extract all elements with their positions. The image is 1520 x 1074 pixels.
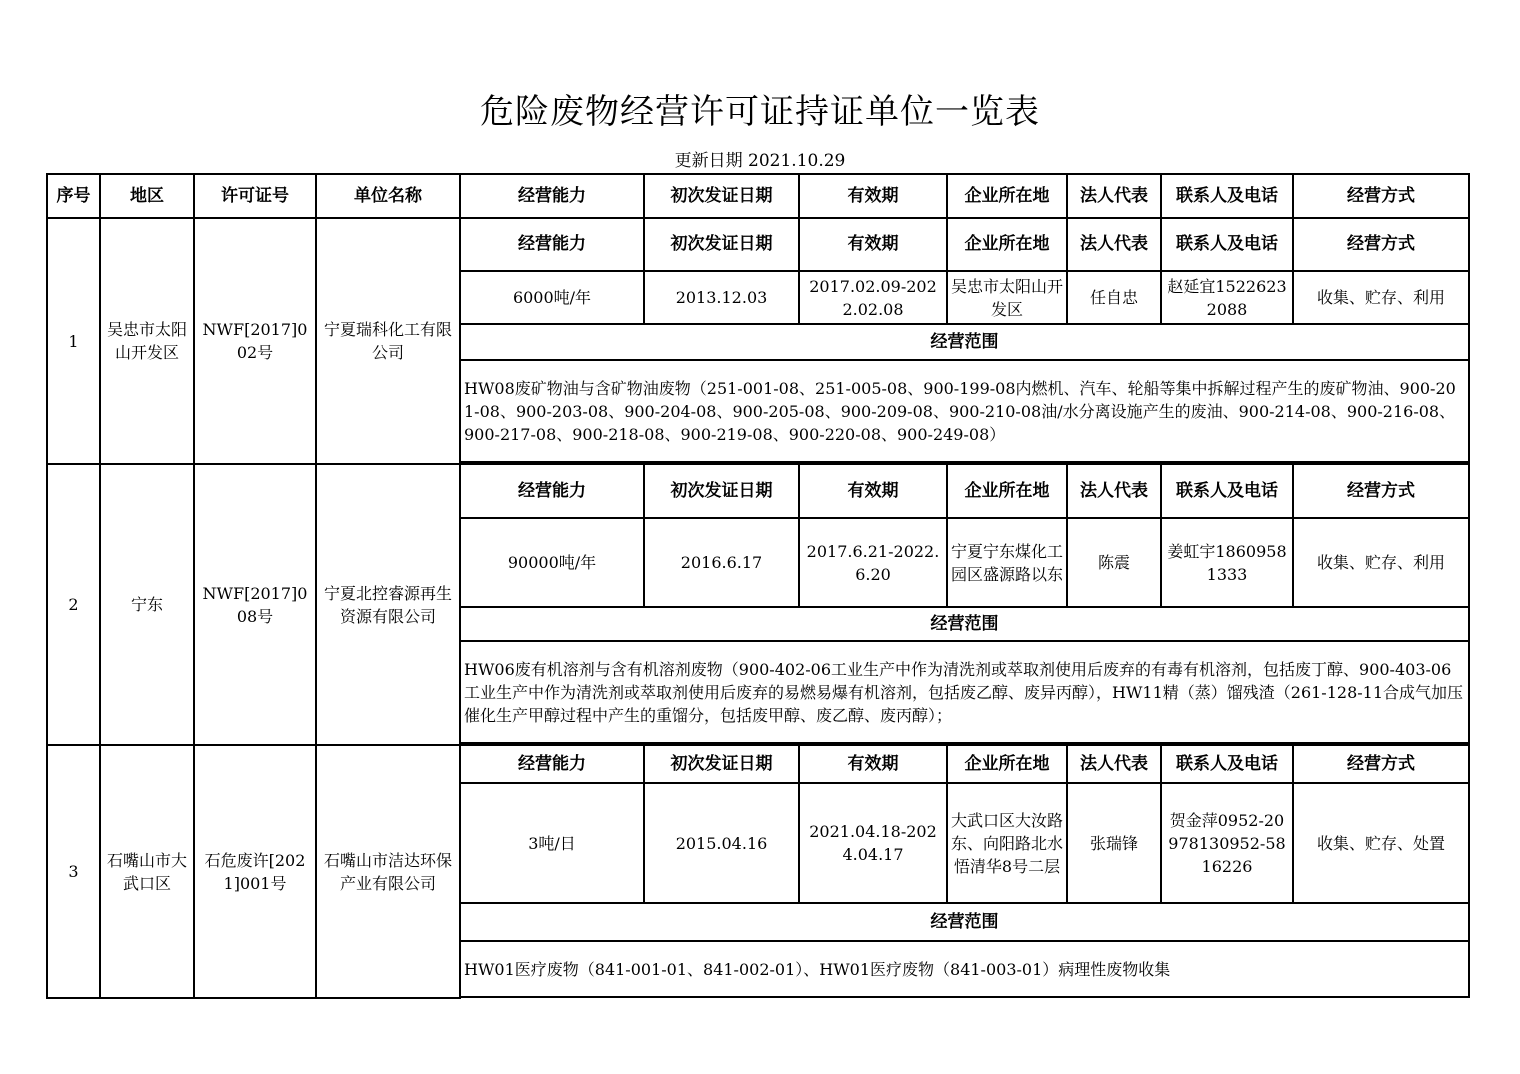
table-header-row xyxy=(47,174,1469,218)
header-capacity: 经营能力 xyxy=(460,174,644,218)
header-legal-rep: 法人代表 xyxy=(1067,174,1161,218)
sub-header-legal-rep: 法人代表 xyxy=(1067,745,1161,783)
row-region: 宁东 xyxy=(100,464,194,745)
header-validity: 有效期 xyxy=(799,174,947,218)
header-mode: 经营方式 xyxy=(1293,174,1469,218)
row-seq: 3 xyxy=(47,745,100,998)
row-contact: 贺金萍0952-20978130952-5816226 xyxy=(1161,783,1293,903)
license-table xyxy=(46,173,1470,999)
header-contact: 联系人及电话 xyxy=(1161,174,1293,218)
row-validity: 2021.04.18-2024.04.17 xyxy=(799,783,947,903)
scope-label: 经营范围 xyxy=(460,324,1469,360)
row-mode: 收集、贮存、利用 xyxy=(1293,518,1469,607)
scope-label: 经营范围 xyxy=(460,607,1469,641)
row-first-date: 2015.04.16 xyxy=(644,783,799,903)
row-scope: HW08废矿物油与含矿物油废物（251-001-08、251-005-08、900-199-08内燃机、汽车、轮船等集中拆解过程产生的废矿物油、900-201-08、900-203-08、900-204-08、900-205-08、900-209-08、900-210-08油/水分离设施产生的废油、900-214-08、900-216-08、900-217-08、900-218-08、900-219-08、900-220-08、900-249-08） xyxy=(460,360,1469,462)
row-legal-rep: 张瑞锋 xyxy=(1067,783,1161,903)
header-first-date: 初次发证日期 xyxy=(644,174,799,218)
sub-header-mode: 经营方式 xyxy=(1293,745,1469,783)
update-date: 更新日期 2021.10.29 xyxy=(674,151,846,171)
header-seq: 序号 xyxy=(47,174,100,218)
row-legal-rep: 任自忠 xyxy=(1067,271,1161,324)
row-mode: 收集、贮存、利用 xyxy=(1293,271,1469,324)
row-region: 吴忠市太阳山开发区 xyxy=(100,218,194,464)
scope-label: 经营范围 xyxy=(460,903,1469,941)
sub-header-legal-rep: 法人代表 xyxy=(1067,218,1161,271)
row-contact: 赵延宜15226232088 xyxy=(1161,271,1293,324)
row-company: 宁夏瑞科化工有限公司 xyxy=(316,218,460,464)
page-title: 危险废物经营许可证持证单位一览表 xyxy=(480,92,1040,132)
row-first-date: 2016.6.17 xyxy=(644,518,799,607)
header-region: 地区 xyxy=(100,174,194,218)
sub-header-capacity: 经营能力 xyxy=(460,464,644,518)
row-seq: 2 xyxy=(47,464,100,745)
sub-header-mode: 经营方式 xyxy=(1293,218,1469,271)
sub-header-contact: 联系人及电话 xyxy=(1161,218,1293,271)
table-row xyxy=(47,464,1469,518)
sub-header-capacity: 经营能力 xyxy=(460,218,644,271)
row-scope: HW06废有机溶剂与含有机溶剂废物（900-402-06工业生产中作为清洗剂或萃取剂使用后废弃的有毒有机溶剂，包括废丁醇、900-403-06工业生产中作为清洗剂或萃取剂使用后废弃的易燃易爆有机溶剂，包括废乙醇、废异丙醇），HW11精（蒸）馏残渣（261-128-11合成气加压催化生产甲醇过程中产生的重馏分，包括废甲醇、废乙醇、废丙醇）； xyxy=(460,641,1469,743)
sub-header-first-date: 初次发证日期 xyxy=(644,464,799,518)
row-company: 宁夏北控睿源再生资源有限公司 xyxy=(316,464,460,745)
row-license: NWF[2017]002号 xyxy=(194,218,316,464)
sub-header-mode: 经营方式 xyxy=(1293,464,1469,518)
row-region: 石嘴山市大武口区 xyxy=(100,745,194,998)
row-location: 吴忠市太阳山开发区 xyxy=(947,271,1067,324)
sub-header-validity: 有效期 xyxy=(799,464,947,518)
table-row xyxy=(47,218,1469,271)
row-capacity: 90000吨/年 xyxy=(460,518,644,607)
sub-header-location: 企业所在地 xyxy=(947,464,1067,518)
sub-header-validity: 有效期 xyxy=(799,218,947,271)
sub-header-location: 企业所在地 xyxy=(947,745,1067,783)
row-validity: 2017.02.09-2022.02.08 xyxy=(799,271,947,324)
sub-header-capacity: 经营能力 xyxy=(460,745,644,783)
sub-header-contact: 联系人及电话 xyxy=(1161,464,1293,518)
sub-header-legal-rep: 法人代表 xyxy=(1067,464,1161,518)
row-license: NWF[2017]008号 xyxy=(194,464,316,745)
row-location: 大武口区大汝路东、向阳路北水悟清华8号二层 xyxy=(947,783,1067,903)
sub-header-first-date: 初次发证日期 xyxy=(644,745,799,783)
row-first-date: 2013.12.03 xyxy=(644,271,799,324)
header-location: 企业所在地 xyxy=(947,174,1067,218)
row-seq: 1 xyxy=(47,218,100,464)
row-company: 石嘴山市洁达环保产业有限公司 xyxy=(316,745,460,998)
row-validity: 2017.6.21-2022.6.20 xyxy=(799,518,947,607)
row-capacity: 3吨/日 xyxy=(460,783,644,903)
row-location: 宁夏宁东煤化工园区盛源路以东 xyxy=(947,518,1067,607)
row-mode: 收集、贮存、处置 xyxy=(1293,783,1469,903)
sub-header-contact: 联系人及电话 xyxy=(1161,745,1293,783)
row-legal-rep: 陈震 xyxy=(1067,518,1161,607)
row-capacity: 6000吨/年 xyxy=(460,271,644,324)
sub-header-first-date: 初次发证日期 xyxy=(644,218,799,271)
header-license: 许可证号 xyxy=(194,174,316,218)
header-company: 单位名称 xyxy=(316,174,460,218)
sub-header-location: 企业所在地 xyxy=(947,218,1067,271)
table-row xyxy=(47,745,1469,783)
row-scope: HW01医疗废物（841-001-01、841-002-01）、HW01医疗废物（841-003-01）病理性废物收集 xyxy=(460,941,1469,997)
row-contact: 姜虹宇18609581333 xyxy=(1161,518,1293,607)
sub-header-validity: 有效期 xyxy=(799,745,947,783)
row-license: 石危废许[2021]001号 xyxy=(194,745,316,998)
